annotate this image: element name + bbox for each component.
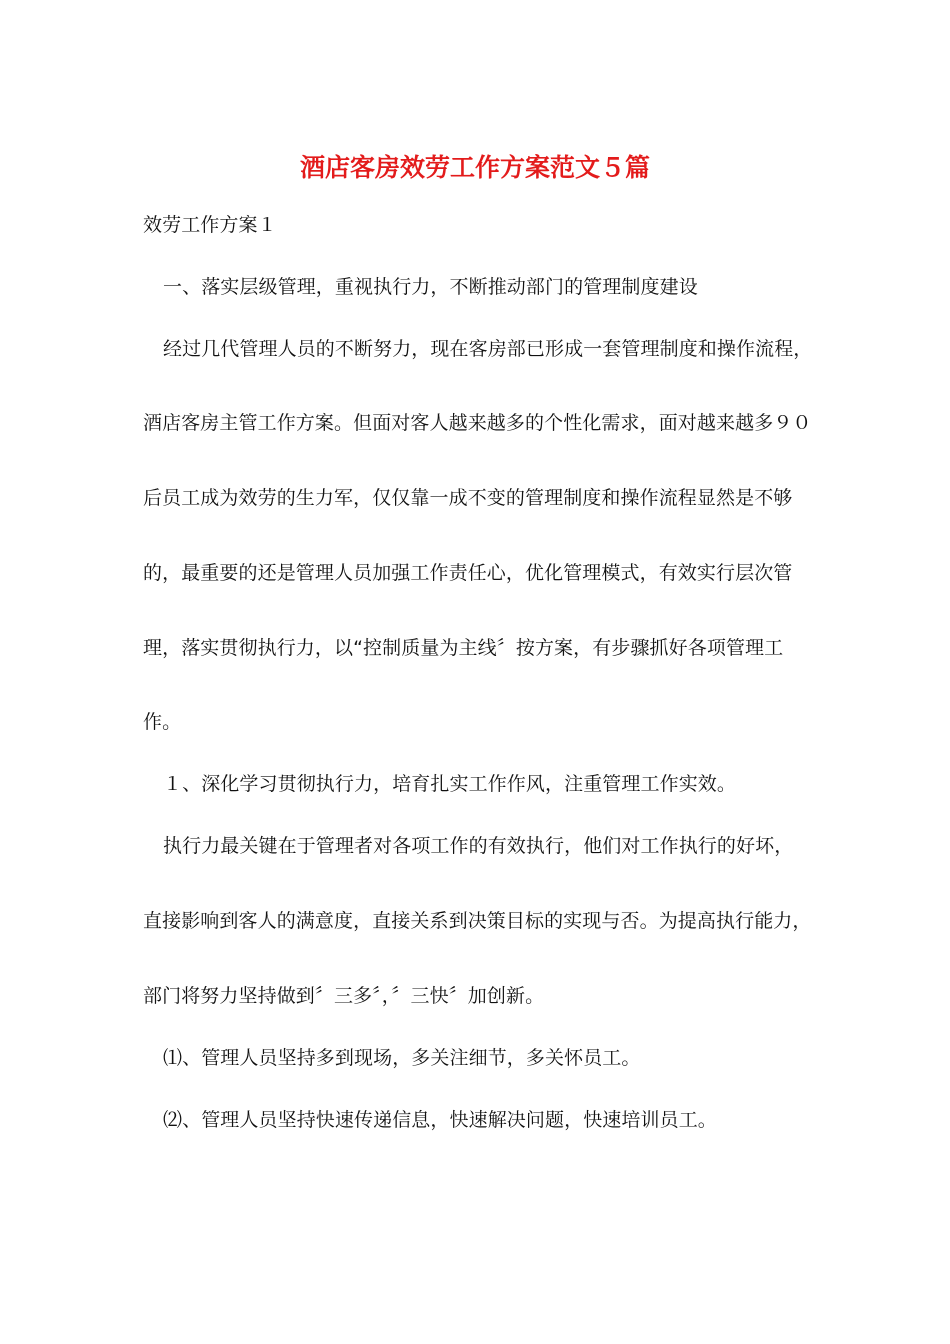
list-item: ⑴、管理人员坚持多到现场，多关注细节，多关怀员工。 — [163, 1047, 641, 1069]
paragraph-line: 作。 — [143, 711, 182, 733]
section-heading: 效劳工作方案１ — [143, 214, 277, 236]
paragraph-line: 执行力最关键在于管理者对各项工作的有效执行，他们对工作执行的好坏， — [163, 835, 794, 857]
paragraph-line: 直接影响到客人的满意度，直接关系到决策目标的实现与否。为提高执行能力， — [143, 910, 812, 932]
list-item: ⑵、管理人员坚持快速传递信息，快速解决问题，快速培训员工。 — [163, 1109, 717, 1131]
paragraph-line: 的，最重要的还是管理人员加强工作责任心，优化管理模式，有效实行层次管 — [143, 562, 793, 584]
list-item-heading: １、深化学习贯彻执行力，培育扎实工作作风，注重管理工作实效。 — [163, 773, 737, 795]
paragraph-line: 经过几代管理人员的不断努力，现在客房部已形成一套管理制度和操作流程， — [163, 338, 813, 360]
document-title: 酒店客房效劳工作方案范文５篇 — [299, 153, 650, 182]
paragraph-line: 部门将努力坚持做到〞三多〞，〞三快〞加创新。 — [143, 985, 545, 1007]
paragraph-line: 酒店客房主管工作方案。但面对客人越来越多的个性化需求，面对越来越多９０ — [143, 412, 812, 434]
paragraph-line: 理，落实贯彻执行力，以“控制质量为主线〞按方案，有步骤抓好各项管理工 — [143, 637, 784, 659]
paragraph-line: 后员工成为效劳的生力军，仅仅靠一成不变的管理制度和操作流程显然是不够 — [143, 487, 793, 509]
subsection-heading: 一、落实层级管理，重视执行力，不断推动部门的管理制度建设 — [163, 276, 698, 298]
